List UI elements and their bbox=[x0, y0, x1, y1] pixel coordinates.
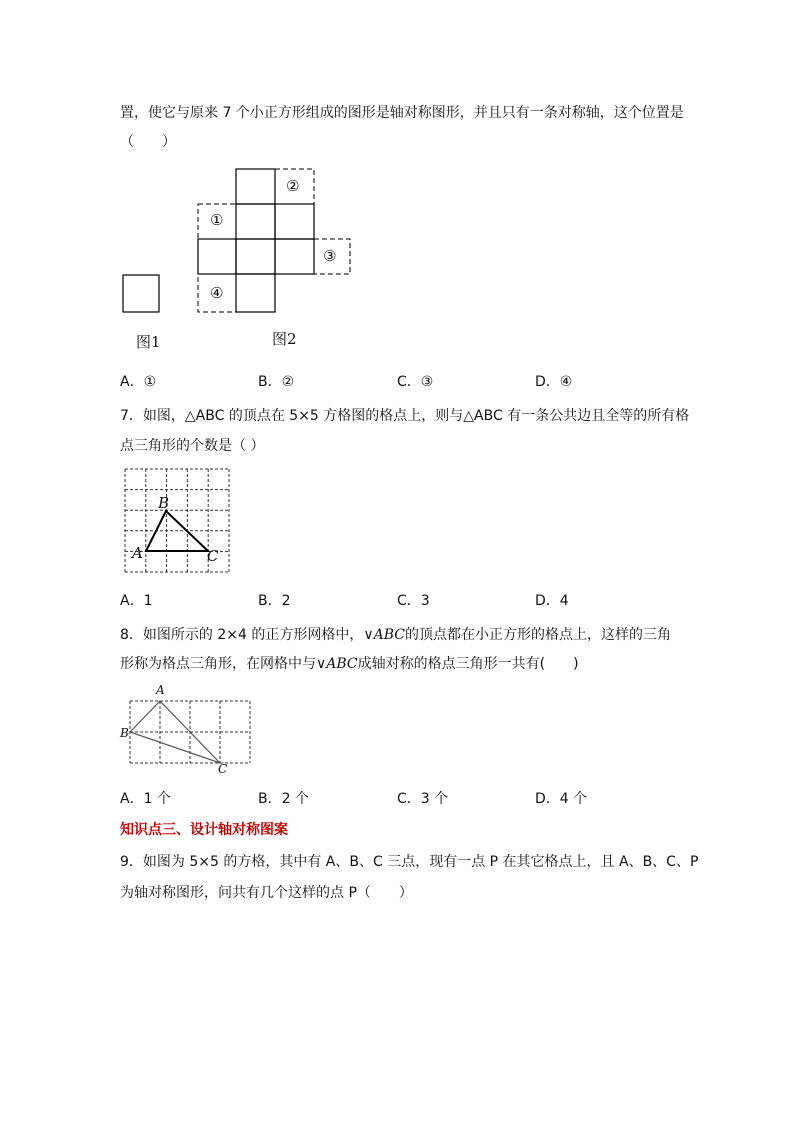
slot-label-2: ② bbox=[286, 177, 300, 195]
q7-text-line2: 点三角形的个数是（ ） bbox=[120, 438, 265, 454]
q6-text-line1: 置，使它与原来 7 个小正方形组成的图形是轴对称图形，并且只有一条对称轴，这个位置是 bbox=[120, 105, 684, 121]
q9-text-line2: 为轴对称图形，问共有几个这样的点 P（ ） bbox=[120, 885, 413, 901]
q8-text-line1-a: 8．如图所示的 2×4 的正方形网格中， bbox=[120, 627, 364, 643]
q8-point-c: C bbox=[218, 762, 228, 776]
q8-text-line1-b: 的顶点都在小正方形的格点上，这样的三角 bbox=[404, 627, 671, 643]
slot-label-1: ① bbox=[210, 211, 224, 229]
q8-text-line2-a: 形称为格点三角形，在网格中与 bbox=[120, 656, 316, 672]
q7-option-c[interactable]: C．3 bbox=[397, 593, 430, 609]
slot-label-4: ④ bbox=[210, 284, 224, 302]
q7-point-c: C bbox=[207, 547, 219, 565]
q8-option-c[interactable]: C．3 个 bbox=[397, 791, 449, 807]
q8-text-line2-b: 成轴对称的格点三角形一共有( ) bbox=[357, 656, 579, 672]
section-3-heading: 知识点三、设计轴对称图案 bbox=[120, 822, 288, 838]
q6-figure1-caption: 图1 bbox=[136, 333, 161, 351]
q7-point-a: A bbox=[132, 544, 143, 562]
q6-option-b[interactable]: B．② bbox=[258, 374, 295, 390]
q8-point-b: B bbox=[120, 726, 129, 740]
q8-option-d[interactable]: D．4 个 bbox=[535, 791, 588, 807]
q6-option-d[interactable]: D．④ bbox=[535, 374, 573, 390]
slot-label-3: ③ bbox=[323, 247, 337, 265]
q7-text-line1: 7．如图，△ABC 的顶点在 5×5 方格图的格点上，则与△ABC 有一条公共边且全等的所有格 bbox=[120, 408, 690, 424]
q6-figure2-caption: 图2 bbox=[272, 330, 297, 348]
q7-point-b: B bbox=[158, 494, 170, 512]
q7-option-a[interactable]: A．1 bbox=[120, 593, 153, 609]
q9-text-line1: 9．如图为 5×5 的方格，其中有 A、B、C 三点，现有一点 P 在其它格点上，且 A、B、C、P bbox=[120, 854, 699, 870]
q8-triangle-symbol-2: ∨ABC bbox=[316, 656, 358, 672]
q6-text-line2: （ ） bbox=[120, 134, 176, 150]
q7-option-d[interactable]: D．4 bbox=[535, 593, 569, 609]
q8-option-b[interactable]: B．2 个 bbox=[258, 791, 309, 807]
q6-option-c[interactable]: C．③ bbox=[397, 374, 434, 390]
q7-option-b[interactable]: B．2 bbox=[258, 593, 291, 609]
q8-triangle-symbol-1: ∨ABC bbox=[363, 627, 405, 643]
q8-option-a[interactable]: A．1 个 bbox=[120, 791, 171, 807]
q8-point-a: A bbox=[156, 683, 165, 697]
q6-option-a[interactable]: A．① bbox=[120, 374, 157, 390]
